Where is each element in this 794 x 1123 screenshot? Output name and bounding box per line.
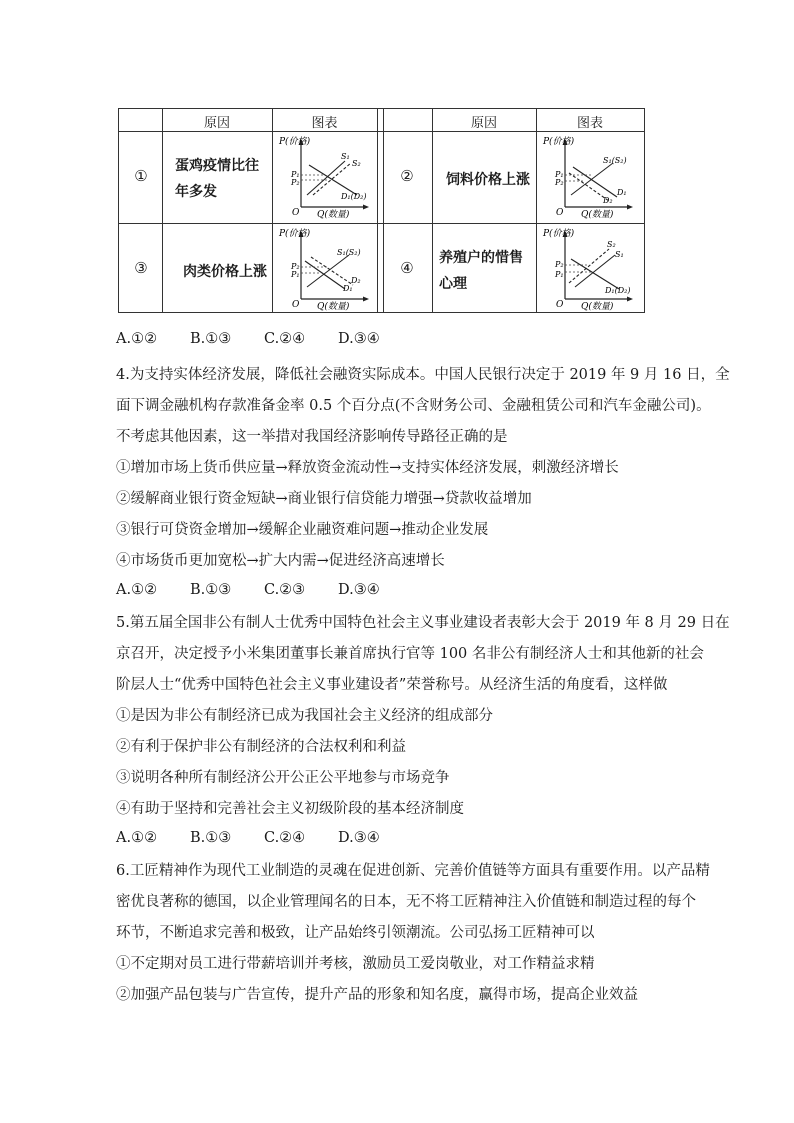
supply-demand-graph-4 [543,227,633,312]
price-label: P₂ [555,260,564,269]
answer-options [116,331,380,347]
answer-options [116,830,380,846]
divider [119,223,644,224]
statement-1: ①增加市场上货币供应量→释放资金流动性→支持实体经济发展，刺激经济增长 [116,460,619,476]
statement-2: ②缓解商业银行资金短缺→商业银行信贷能力增强→贷款收益增加 [116,491,532,507]
option-b: B.①③ [190,331,232,347]
demand-label: D₁(D₂) [605,286,631,295]
option-a: A.①② [116,582,158,598]
price-label: P₁ [291,270,300,279]
divider [536,109,537,312]
reason-text: 饲料价格上涨 [446,172,530,188]
question-5 [116,608,730,825]
supply-label: S₂ [352,159,361,168]
divider [377,109,378,312]
origin-label: O [292,300,300,310]
divider [272,109,273,312]
divider [119,131,644,132]
demand-label: D₁(D₂) [341,192,367,201]
row-number: ③ [134,259,148,277]
row-number: ② [400,167,414,185]
option-c: C.②④ [264,830,306,846]
supply-label: S₁ [615,250,624,259]
question-line: 面下调金融机构存款准备金率 0.5 个百分点(不含财务公司、金融租赁公司和汽车金融公司)。 [116,398,711,414]
demand-label: D₂ [351,276,361,285]
option-c: C.②④ [264,331,306,347]
question-6 [116,856,710,1011]
supply-demand-graph-2 [543,135,633,220]
statement-1: ①不定期对员工进行带薪培训并考核，激励员工爱岗敬业，对工作精益求精 [116,956,595,972]
option-a: A.①② [116,331,158,347]
divider [383,109,384,312]
row-number: ④ [400,259,414,277]
x-axis-label: Q(数量) [317,302,350,312]
question-4 [116,360,730,577]
origin-label: O [556,208,564,218]
economics-table [118,108,645,313]
supply-label: S₁(S₂) [603,156,627,165]
question-line: 不考虑其他因素，这一举措对我国经济影响传导路径正确的是 [116,429,508,445]
option-b: B.①③ [190,582,232,598]
y-axis-label: P(价格) [279,229,311,239]
y-axis-label: P(价格) [279,137,311,147]
y-axis-label: P(价格) [543,229,575,239]
x-axis-label: Q(数量) [581,210,614,220]
option-c: C.②③ [264,582,306,598]
question-line: 5.第五届全国非公有制人士优秀中国特色社会主义事业建设者表彰大会于 2019 年 8 月 29 日在 [116,615,730,631]
price-label: P₁ [555,270,564,279]
price-label: P₁ [555,170,564,179]
price-label: P₂ [291,178,300,187]
statement-4: ④市场货币更加宽松→扩大内需→促进经济高速增长 [116,553,445,569]
statement-2: ②加强产品包装与广告宣传，提升产品的形象和知名度，赢得市场，提高企业效益 [116,987,638,1003]
x-axis-label: Q(数量) [317,210,350,220]
supply-demand-graph-1 [279,135,369,220]
supply-label: S₁(S₂) [337,248,361,257]
reason-text: 蛋鸡疫情比往 年多发 [175,158,259,200]
divider [162,109,163,312]
option-b: B.①③ [190,830,232,846]
origin-label: O [556,300,564,310]
statement-2: ②有利于保护非公有制经济的合法权利和利益 [116,739,406,755]
question-line: 4.为支持实体经济发展，降低社会融资实际成本。中国人民银行决定于 2019 年 9 月 16 日，全 [116,367,730,383]
question-line: 6.工匠精神作为现代工业制造的灵魂在促进创新、完善价值链等方面具有重要作用。以产品精 [116,863,710,879]
header-reason: 原因 [470,116,497,131]
option-a: A.①② [116,830,158,846]
x-axis-label: Q(数量) [581,302,614,312]
price-label: P₂ [555,178,564,187]
statement-3: ③银行可贷资金增加→缓解企业融资难问题→推动企业发展 [116,522,489,538]
question-line: 环节，不断追求完善和极致，让产品始终引领潮流。公司弘扬工匠精神可以 [116,925,595,941]
statement-1: ①是因为非公有制经济已成为我国社会主义经济的组成部分 [116,708,493,724]
supply-demand-graph-3 [279,227,369,312]
row-number: ① [134,167,148,185]
origin-label: O [292,208,300,218]
demand-label: D₁ [343,284,353,293]
statement-3: ③说明各种所有制经济公开公正公平地参与市场竞争 [116,770,450,786]
reason-text: 肉类价格上涨 [183,264,267,280]
header-chart: 图表 [576,116,603,131]
demand-label: D₁ [617,188,627,197]
price-label: P₁ [291,170,300,179]
option-d: D.③④ [338,830,380,846]
reason-text: 养殖户的惜售 心理 [439,250,523,292]
question-line: 阶层人士“优秀中国特色社会主义事业建设者”荣誉称号。从经济生活的角度看，这样做 [116,677,668,693]
statement-4: ④有助于坚持和完善社会主义初级阶段的基本经济制度 [116,801,464,817]
price-label: P₂ [291,262,300,271]
demand-label: D₂ [603,196,613,205]
answer-options [116,582,380,598]
header-reason: 原因 [203,116,230,131]
supply-label: S₁ [341,152,350,161]
option-d: D.③④ [338,582,380,598]
supply-label: S₂ [607,240,616,249]
y-axis-label: P(价格) [543,137,575,147]
option-d: D.③④ [338,331,380,347]
header-chart: 图表 [311,116,338,131]
divider [432,109,433,312]
question-line: 京召开，决定授予小米集团董事长兼首席执行官等 100 名非公有制经济人士和其他新的社会 [116,646,704,662]
question-line: 密优良著称的德国，以企业管理闻名的日本，无不将工匠精神注入价值链和制造过程的每个 [116,894,696,910]
